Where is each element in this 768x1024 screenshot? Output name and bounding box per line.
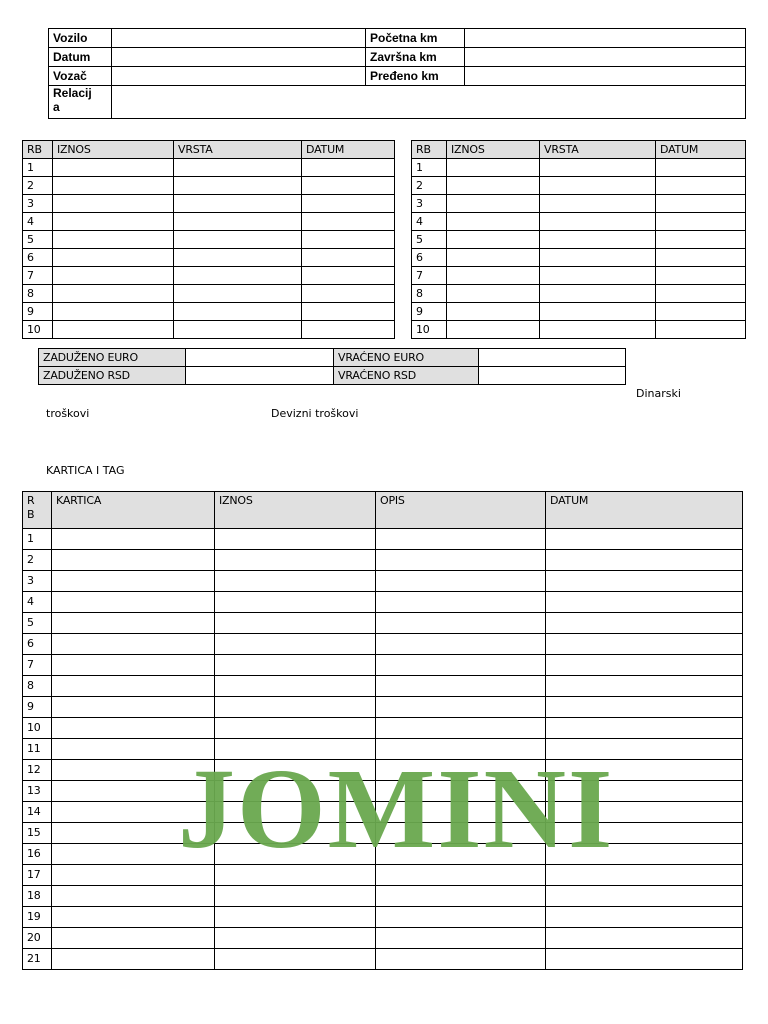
cell-datum[interactable] bbox=[546, 760, 743, 781]
vraceno-rsd-label: VRAĆENO RSD bbox=[334, 367, 479, 385]
totals-table bbox=[38, 348, 626, 385]
cell-kartica[interactable] bbox=[52, 823, 215, 844]
row-number: 1 bbox=[412, 159, 447, 177]
table-row bbox=[23, 285, 395, 303]
row-number: 10 bbox=[412, 321, 447, 339]
exp-left-col-vrsta: VRSTA bbox=[174, 141, 302, 159]
card-col-iznos: IZNOS bbox=[215, 492, 376, 529]
cell-iznos[interactable] bbox=[447, 249, 540, 267]
table-row bbox=[23, 823, 743, 844]
cell-kartica[interactable] bbox=[52, 739, 215, 760]
table-row bbox=[23, 592, 743, 613]
cell-iznos[interactable] bbox=[447, 159, 540, 177]
row-number: 8 bbox=[23, 285, 53, 303]
cell-kartica[interactable] bbox=[52, 571, 215, 592]
cell-datum[interactable] bbox=[546, 823, 743, 844]
cell-iznos[interactable] bbox=[447, 267, 540, 285]
table-row bbox=[412, 303, 746, 321]
devizni-troskovi-label: Devizni troškovi bbox=[271, 407, 359, 420]
relacija-label-line1: Relacij bbox=[53, 86, 92, 100]
zavrsna-km-field[interactable] bbox=[465, 48, 746, 67]
table-row bbox=[23, 321, 395, 339]
row-number: 4 bbox=[412, 213, 447, 231]
cell-opis[interactable] bbox=[376, 718, 546, 739]
table-row bbox=[23, 303, 395, 321]
row-number: 2 bbox=[412, 177, 447, 195]
row-number: 14 bbox=[23, 802, 52, 823]
cell-iznos[interactable] bbox=[53, 213, 174, 231]
card-col-rb-line1: R bbox=[27, 494, 35, 507]
cell-datum[interactable] bbox=[656, 195, 746, 213]
cell-datum[interactable] bbox=[302, 159, 395, 177]
cell-vrsta[interactable] bbox=[174, 321, 302, 339]
card-col-kartica: KARTICA bbox=[52, 492, 215, 529]
cell-iznos[interactable] bbox=[215, 739, 376, 760]
cell-iznos[interactable] bbox=[215, 676, 376, 697]
table-row bbox=[23, 213, 395, 231]
cell-datum[interactable] bbox=[546, 613, 743, 634]
jomini-watermark: JOMINI bbox=[178, 745, 615, 872]
expense-table-right bbox=[411, 140, 746, 339]
cell-vrsta[interactable] bbox=[174, 285, 302, 303]
cell-datum[interactable] bbox=[546, 634, 743, 655]
cell-datum[interactable] bbox=[546, 718, 743, 739]
cell-opis[interactable] bbox=[376, 655, 546, 676]
cell-kartica[interactable] bbox=[52, 655, 215, 676]
row-number: 5 bbox=[23, 613, 52, 634]
row-number: 3 bbox=[412, 195, 447, 213]
cell-iznos[interactable] bbox=[53, 231, 174, 249]
cell-kartica[interactable] bbox=[52, 613, 215, 634]
card-col-rb bbox=[23, 492, 52, 529]
vraceno-euro-label: VRAĆENO EURO bbox=[334, 349, 479, 367]
table-row bbox=[23, 865, 743, 886]
table-row bbox=[23, 844, 743, 865]
cell-iznos[interactable] bbox=[215, 697, 376, 718]
cell-datum[interactable] bbox=[546, 529, 743, 550]
table-row bbox=[23, 159, 395, 177]
cell-iznos[interactable] bbox=[215, 760, 376, 781]
cell-opis[interactable] bbox=[376, 907, 546, 928]
table-row bbox=[23, 928, 743, 949]
cell-kartica[interactable] bbox=[52, 592, 215, 613]
cell-opis[interactable] bbox=[376, 571, 546, 592]
cell-opis[interactable] bbox=[376, 592, 546, 613]
vehicle-info-table bbox=[48, 28, 746, 119]
cell-iznos[interactable] bbox=[215, 718, 376, 739]
predeno-km-label: Pređeno km bbox=[366, 67, 465, 86]
cell-iznos[interactable] bbox=[447, 195, 540, 213]
cell-iznos[interactable] bbox=[53, 267, 174, 285]
cell-datum[interactable] bbox=[546, 697, 743, 718]
cell-vrsta[interactable] bbox=[540, 321, 656, 339]
cell-datum[interactable] bbox=[302, 249, 395, 267]
cell-vrsta[interactable] bbox=[540, 159, 656, 177]
cell-kartica[interactable] bbox=[52, 718, 215, 739]
table-row bbox=[412, 321, 746, 339]
cell-vrsta[interactable] bbox=[540, 303, 656, 321]
table-row bbox=[23, 760, 743, 781]
table-row bbox=[23, 634, 743, 655]
table-row bbox=[23, 550, 743, 571]
cell-iznos[interactable] bbox=[447, 231, 540, 249]
cell-iznos[interactable] bbox=[215, 886, 376, 907]
cell-kartica[interactable] bbox=[52, 634, 215, 655]
cell-datum[interactable] bbox=[656, 249, 746, 267]
cell-opis[interactable] bbox=[376, 634, 546, 655]
cell-opis[interactable] bbox=[376, 739, 546, 760]
exp-left-col-iznos: IZNOS bbox=[53, 141, 174, 159]
table-row bbox=[412, 285, 746, 303]
row-number: 20 bbox=[23, 928, 52, 949]
cell-datum[interactable] bbox=[302, 321, 395, 339]
pocetna-km-label: Početna km bbox=[366, 29, 465, 48]
vozilo-field[interactable] bbox=[112, 29, 366, 48]
cell-opis[interactable] bbox=[376, 529, 546, 550]
row-number: 7 bbox=[412, 267, 447, 285]
cell-datum[interactable] bbox=[546, 949, 743, 970]
cell-datum[interactable] bbox=[546, 739, 743, 760]
cell-opis[interactable] bbox=[376, 760, 546, 781]
row-number: 16 bbox=[23, 844, 52, 865]
table-row bbox=[412, 195, 746, 213]
relacija-label-line2: a bbox=[53, 100, 60, 114]
cell-vrsta[interactable] bbox=[540, 195, 656, 213]
table-row bbox=[412, 213, 746, 231]
cell-iznos[interactable] bbox=[447, 177, 540, 195]
cell-kartica[interactable] bbox=[52, 802, 215, 823]
card-tag-table bbox=[22, 491, 743, 970]
cell-kartica[interactable] bbox=[52, 886, 215, 907]
cell-iznos[interactable] bbox=[53, 159, 174, 177]
row-number: 5 bbox=[412, 231, 447, 249]
row-number: 3 bbox=[23, 571, 52, 592]
cell-iznos[interactable] bbox=[215, 844, 376, 865]
cell-iznos[interactable] bbox=[215, 823, 376, 844]
vozac-field[interactable] bbox=[112, 67, 366, 86]
row-number: 11 bbox=[23, 739, 52, 760]
table-row bbox=[23, 676, 743, 697]
vozilo-label: Vozilo bbox=[49, 29, 112, 48]
cell-iznos[interactable] bbox=[53, 321, 174, 339]
vraceno-rsd-field[interactable] bbox=[479, 367, 626, 385]
table-row bbox=[23, 697, 743, 718]
cell-opis[interactable] bbox=[376, 802, 546, 823]
cell-iznos[interactable] bbox=[215, 928, 376, 949]
row-number: 2 bbox=[23, 177, 53, 195]
table-row bbox=[412, 249, 746, 267]
cell-datum[interactable] bbox=[302, 267, 395, 285]
cell-iznos[interactable] bbox=[215, 655, 376, 676]
cell-vrsta[interactable] bbox=[174, 249, 302, 267]
table-row bbox=[23, 718, 743, 739]
cell-opis[interactable] bbox=[376, 949, 546, 970]
row-number: 3 bbox=[23, 195, 53, 213]
cell-iznos[interactable] bbox=[215, 550, 376, 571]
cell-iznos[interactable] bbox=[53, 177, 174, 195]
table-row bbox=[412, 231, 746, 249]
cell-datum[interactable] bbox=[656, 267, 746, 285]
cell-iznos[interactable] bbox=[53, 285, 174, 303]
cell-iznos[interactable] bbox=[215, 529, 376, 550]
cell-datum[interactable] bbox=[546, 907, 743, 928]
cell-vrsta[interactable] bbox=[540, 213, 656, 231]
cell-vrsta[interactable] bbox=[540, 231, 656, 249]
cell-iznos[interactable] bbox=[447, 285, 540, 303]
datum-field[interactable] bbox=[112, 48, 366, 67]
exp-right-col-iznos: IZNOS bbox=[447, 141, 540, 159]
row-number: 1 bbox=[23, 529, 52, 550]
table-row bbox=[23, 613, 743, 634]
cell-datum[interactable] bbox=[546, 886, 743, 907]
cell-datum[interactable] bbox=[302, 177, 395, 195]
row-number: 10 bbox=[23, 321, 53, 339]
table-row bbox=[412, 267, 746, 285]
cell-kartica[interactable] bbox=[52, 676, 215, 697]
cell-kartica[interactable] bbox=[52, 760, 215, 781]
cell-kartica[interactable] bbox=[52, 949, 215, 970]
cell-iznos[interactable] bbox=[215, 802, 376, 823]
cell-opis[interactable] bbox=[376, 613, 546, 634]
cell-opis[interactable] bbox=[376, 550, 546, 571]
cell-iznos[interactable] bbox=[215, 781, 376, 802]
cell-iznos[interactable] bbox=[215, 613, 376, 634]
table-row bbox=[412, 159, 746, 177]
cell-opis[interactable] bbox=[376, 886, 546, 907]
row-number: 4 bbox=[23, 213, 53, 231]
cell-iznos[interactable] bbox=[447, 303, 540, 321]
kartica-section-title: KARTICA I TAG bbox=[46, 464, 125, 477]
row-number: 8 bbox=[412, 285, 447, 303]
table-row bbox=[23, 907, 743, 928]
cell-datum[interactable] bbox=[546, 865, 743, 886]
card-col-opis: OPIS bbox=[376, 492, 546, 529]
cell-datum[interactable] bbox=[546, 592, 743, 613]
cell-vrsta[interactable] bbox=[174, 267, 302, 285]
relacija-label bbox=[49, 86, 112, 119]
cell-vrsta[interactable] bbox=[540, 267, 656, 285]
cell-datum[interactable] bbox=[546, 844, 743, 865]
cell-iznos[interactable] bbox=[215, 865, 376, 886]
cell-datum[interactable] bbox=[302, 195, 395, 213]
table-row bbox=[23, 886, 743, 907]
cell-datum[interactable] bbox=[656, 177, 746, 195]
cell-vrsta[interactable] bbox=[174, 177, 302, 195]
exp-right-col-rb: RB bbox=[412, 141, 447, 159]
row-number: 9 bbox=[23, 303, 53, 321]
table-row bbox=[23, 529, 743, 550]
exp-left-col-rb: RB bbox=[23, 141, 53, 159]
cell-kartica[interactable] bbox=[52, 550, 215, 571]
table-row bbox=[23, 949, 743, 970]
table-row bbox=[23, 195, 395, 213]
cell-kartica[interactable] bbox=[52, 907, 215, 928]
cell-iznos[interactable] bbox=[53, 195, 174, 213]
zaduzeno-rsd-label: ZADUŽENO RSD bbox=[39, 367, 186, 385]
expense-table-left bbox=[22, 140, 395, 339]
cell-iznos[interactable] bbox=[53, 249, 174, 267]
card-col-rb-line2: B bbox=[27, 508, 35, 521]
cell-vrsta[interactable] bbox=[540, 285, 656, 303]
row-number: 2 bbox=[23, 550, 52, 571]
row-number: 6 bbox=[23, 634, 52, 655]
cell-datum[interactable] bbox=[546, 550, 743, 571]
row-number: 15 bbox=[23, 823, 52, 844]
cell-datum[interactable] bbox=[656, 213, 746, 231]
cell-kartica[interactable] bbox=[52, 844, 215, 865]
table-row bbox=[412, 177, 746, 195]
row-number: 1 bbox=[23, 159, 53, 177]
cell-opis[interactable] bbox=[376, 676, 546, 697]
cell-opis[interactable] bbox=[376, 865, 546, 886]
row-number: 8 bbox=[23, 676, 52, 697]
row-number: 5 bbox=[23, 231, 53, 249]
predeno-km-field[interactable] bbox=[465, 67, 746, 86]
relacija-field[interactable] bbox=[112, 86, 746, 119]
vozac-label: Vozač bbox=[49, 67, 112, 86]
exp-right-col-vrsta: VRSTA bbox=[540, 141, 656, 159]
table-row bbox=[23, 177, 395, 195]
zaduzeno-euro-field[interactable] bbox=[186, 349, 334, 367]
cell-iznos[interactable] bbox=[447, 213, 540, 231]
troskovi-label: troškovi bbox=[46, 407, 90, 420]
exp-right-col-datum: DATUM bbox=[656, 141, 746, 159]
row-number: 19 bbox=[23, 907, 52, 928]
cell-kartica[interactable] bbox=[52, 865, 215, 886]
table-row bbox=[23, 781, 743, 802]
cell-kartica[interactable] bbox=[52, 928, 215, 949]
cell-datum[interactable] bbox=[302, 213, 395, 231]
card-col-datum: DATUM bbox=[546, 492, 743, 529]
datum-label: Datum bbox=[49, 48, 112, 67]
row-number: 13 bbox=[23, 781, 52, 802]
cell-datum[interactable] bbox=[656, 159, 746, 177]
cell-iznos[interactable] bbox=[53, 303, 174, 321]
cell-datum[interactable] bbox=[302, 231, 395, 249]
cell-datum[interactable] bbox=[546, 655, 743, 676]
cell-datum[interactable] bbox=[656, 303, 746, 321]
cell-iznos[interactable] bbox=[215, 634, 376, 655]
cell-iznos[interactable] bbox=[215, 592, 376, 613]
row-number: 18 bbox=[23, 886, 52, 907]
cell-kartica[interactable] bbox=[52, 697, 215, 718]
row-number: 21 bbox=[23, 949, 52, 970]
cell-datum[interactable] bbox=[546, 676, 743, 697]
table-row bbox=[23, 231, 395, 249]
pocetna-km-field[interactable] bbox=[465, 29, 746, 48]
cell-vrsta[interactable] bbox=[174, 303, 302, 321]
cell-datum[interactable] bbox=[656, 231, 746, 249]
table-row bbox=[23, 571, 743, 592]
vraceno-euro-field[interactable] bbox=[479, 349, 626, 367]
cell-datum[interactable] bbox=[302, 303, 395, 321]
cell-opis[interactable] bbox=[376, 781, 546, 802]
table-row bbox=[23, 249, 395, 267]
table-row bbox=[23, 655, 743, 676]
cell-kartica[interactable] bbox=[52, 529, 215, 550]
cell-kartica[interactable] bbox=[52, 781, 215, 802]
cell-iznos[interactable] bbox=[215, 949, 376, 970]
zaduzeno-rsd-field[interactable] bbox=[186, 367, 334, 385]
row-number: 4 bbox=[23, 592, 52, 613]
exp-left-col-datum: DATUM bbox=[302, 141, 395, 159]
row-number: 6 bbox=[412, 249, 447, 267]
cell-vrsta[interactable] bbox=[540, 249, 656, 267]
row-number: 10 bbox=[23, 718, 52, 739]
cell-iznos[interactable] bbox=[215, 571, 376, 592]
row-number: 7 bbox=[23, 267, 53, 285]
cell-opis[interactable] bbox=[376, 928, 546, 949]
row-number: 6 bbox=[23, 249, 53, 267]
cell-vrsta[interactable] bbox=[174, 195, 302, 213]
cell-datum[interactable] bbox=[656, 285, 746, 303]
cell-opis[interactable] bbox=[376, 844, 546, 865]
cell-opis[interactable] bbox=[376, 697, 546, 718]
cell-vrsta[interactable] bbox=[540, 177, 656, 195]
dinarski-label: Dinarski bbox=[636, 387, 681, 400]
cell-datum[interactable] bbox=[546, 928, 743, 949]
cell-datum[interactable] bbox=[546, 571, 743, 592]
cell-vrsta[interactable] bbox=[174, 231, 302, 249]
cell-datum[interactable] bbox=[656, 321, 746, 339]
cell-datum[interactable] bbox=[546, 781, 743, 802]
row-number: 7 bbox=[23, 655, 52, 676]
cell-vrsta[interactable] bbox=[174, 213, 302, 231]
row-number: 9 bbox=[23, 697, 52, 718]
table-row bbox=[23, 739, 743, 760]
zaduzeno-euro-label: ZADUŽENO EURO bbox=[39, 349, 186, 367]
zavrsna-km-label: Završna km bbox=[366, 48, 465, 67]
cell-iznos[interactable] bbox=[447, 321, 540, 339]
cell-datum[interactable] bbox=[546, 802, 743, 823]
cell-datum[interactable] bbox=[302, 285, 395, 303]
row-number: 17 bbox=[23, 865, 52, 886]
cell-opis[interactable] bbox=[376, 823, 546, 844]
table-row bbox=[23, 802, 743, 823]
cell-iznos[interactable] bbox=[215, 907, 376, 928]
row-number: 12 bbox=[23, 760, 52, 781]
row-number: 9 bbox=[412, 303, 447, 321]
table-row bbox=[23, 267, 395, 285]
cell-vrsta[interactable] bbox=[174, 159, 302, 177]
